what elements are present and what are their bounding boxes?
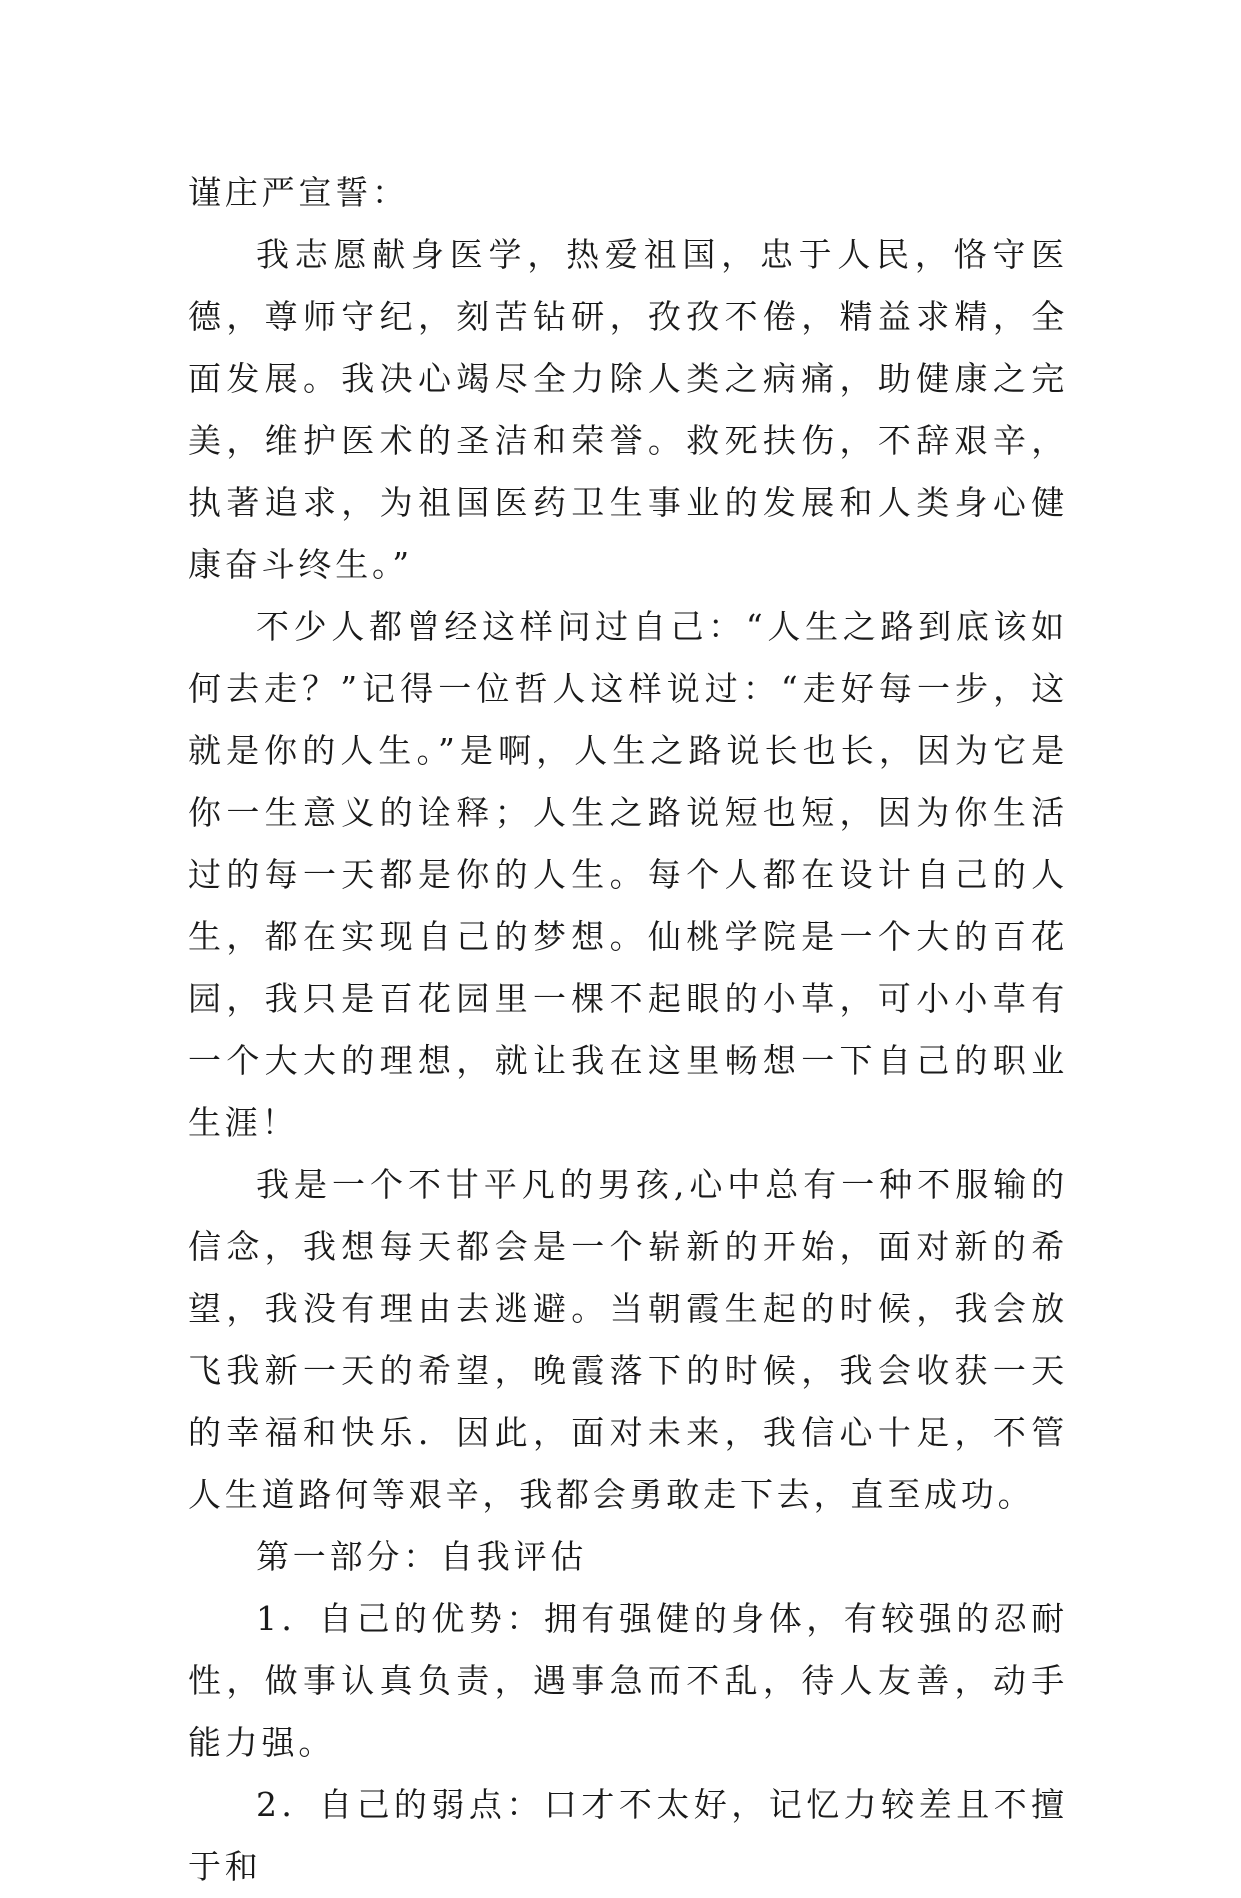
life-path-paragraph: 不少人都曾经这样问过自己：“人生之路到底该如何去走？”记得一位哲人这样说过：“走好每一步，这就是你的人生。”是啊，人生之路说长也长，因为它是你一生意义的诠释；人生之路说短也短，因为你生活过的每一天都是你的人生。每个人都在设计自己的人生，都在实现自己的梦想。仙桃学院是一个大的百花园，我只是百花园里一棵不起眼的小草，可小小草有一个大大的理想，就让我在这里畅想一下自己的职业生涯！ xyxy=(188,607,1068,1142)
oath-intro: 谨庄严宣誓： xyxy=(188,173,409,212)
section-heading-self-assessment: 第一部分：自我评估 xyxy=(256,1537,588,1576)
weaknesses-item: 2．自己的弱点：口才不太好，记忆力较差且不擅于和 xyxy=(188,1785,1068,1886)
strengths-item: 1．自己的优势：拥有强健的身体，有较强的忍耐性，做事认真负责，遇事急而不乱，待人友善，动手能力强。 xyxy=(188,1599,1068,1762)
personal-belief-paragraph: 我是一个不甘平凡的男孩,心中总有一种不服输的信念，我想每天都会是一个崭新的开始，面对新的希望，我没有理由去逃避。当朝霞生起的时候，我会放飞我新一天的希望，晚霞落下的时候，我会收获一天的幸福和快乐．因此，面对未来，我信心十足，不管人生道路何等艰辛，我都会勇敢走下去，直至成功。 xyxy=(188,1165,1068,1514)
document-body xyxy=(188,162,1068,1898)
oath-paragraph: 我志愿献身医学，热爱祖国，忠于人民，恪守医德，尊师守纪，刻苦钻研，孜孜不倦，精益求精，全面发展。我决心竭尽全力除人类之病痛，助健康之完美，维护医术的圣洁和荣誉。救死扶伤，不辞艰辛，执著追求，为祖国医药卫生事业的发展和人类身心健康奋斗终生。” xyxy=(188,235,1068,584)
